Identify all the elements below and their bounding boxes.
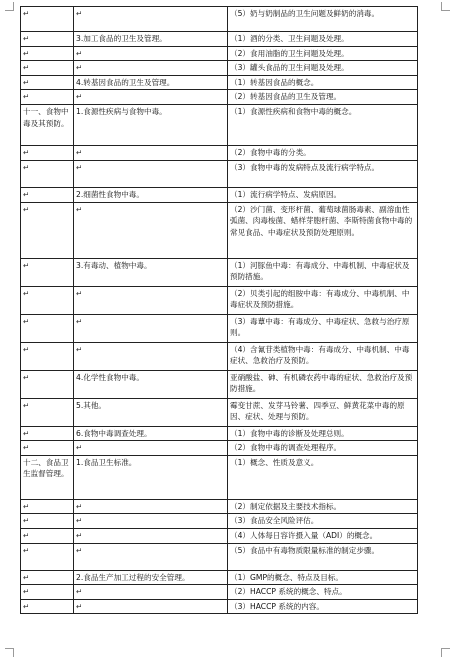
cell-text: （2）制定依据及主要技术指标。 [230,501,342,511]
table-row [21,286,418,314]
cell-text: （1）转基因食品的概念。 [230,77,319,87]
paragraph-mark: ↵ [23,288,30,298]
syllabus-table [20,6,418,614]
paragraph-mark: ↵ [76,545,83,555]
topic-cell [74,342,228,370]
section-cell [21,314,74,342]
topic-cell [74,441,228,456]
page-corner-mark-top-right [441,2,450,11]
table-row [21,46,418,61]
paragraph-mark: ↵ [76,443,83,453]
cell-text: （2）食物中毒的分类。 [230,147,311,157]
section-cell [21,585,74,600]
paragraph-mark: ↵ [23,501,30,511]
cell-text: （3）食品安全风险评估。 [230,516,319,526]
detail-cell [228,104,418,145]
paragraph-mark: ↵ [23,516,30,526]
table-row [21,202,418,258]
cell-text: 2.食品生产加工过程的安全管理。 [76,572,190,582]
paragraph-mark: ↵ [23,443,30,453]
paragraph-mark: ↵ [76,501,83,511]
cell-text: （1）流行病学特点、发病原因。 [230,189,342,199]
paragraph-mark: ↵ [76,63,83,73]
paragraph-mark: ↵ [23,530,30,540]
cell-text: （4）含氰苷类植物中毒：有毒成分、中毒机制、中毒症状、急救治疗及预防。 [230,344,410,366]
section-cell [21,145,74,160]
paragraph-mark: ↵ [23,260,30,270]
topic-cell [74,104,228,145]
section-cell [21,202,74,258]
detail-cell [228,187,418,202]
table-row [21,75,418,90]
section-cell [21,570,74,585]
topic-cell [74,585,228,600]
section-cell [21,528,74,543]
cell-text: 4.化学性食物中毒。 [76,372,144,382]
detail-cell [228,7,418,32]
detail-cell [228,342,418,370]
paragraph-mark: ↵ [23,400,30,410]
table-row [21,7,418,32]
paragraph-mark: ↵ [76,530,83,540]
section-cell [21,370,74,398]
paragraph-mark: ↵ [23,545,30,555]
cell-text: （1）河豚鱼中毒：有毒成分、中毒机制、中毒症状及预防措施。 [230,260,410,282]
section-cell [21,499,74,514]
section-cell [21,187,74,202]
cell-text: （1）GMP的概念、特点及目标。 [230,572,343,582]
topic-cell [74,90,228,105]
table-row [21,599,418,614]
detail-cell [228,599,418,614]
detail-cell [228,160,418,187]
paragraph-mark: ↵ [23,204,30,214]
section-cell [21,160,74,187]
topic-cell [74,514,228,529]
cell-text: 2.细菌性食物中毒。 [76,189,144,199]
topic-cell [74,61,228,76]
table-row [21,370,418,398]
cell-text: （3）罐头食品的卫生问题及处理。 [230,63,349,73]
section-cell [21,104,74,145]
cell-text: 5.其他。 [76,400,107,410]
cell-text: 4.转基因食品的卫生及管理。 [76,77,175,87]
section-cell [21,426,74,441]
section-cell [21,398,74,426]
table-row [21,398,418,426]
paragraph-mark: ↵ [76,9,83,18]
topic-cell [74,160,228,187]
cell-text: 1.食品卫生标准。 [76,457,137,467]
paragraph-mark: ↵ [76,147,83,157]
cell-text: 霉变甘蔗、发芽马铃薯、四季豆、鲜黄花菜中毒的原因、症状、处理与预防。 [230,400,405,422]
table-row [21,61,418,76]
topic-cell [74,187,228,202]
table-row [21,441,418,456]
detail-cell [228,441,418,456]
cell-text: （3）毒蕈中毒：有毒成分、中毒症状、急救与治疗原则。 [230,316,410,338]
topic-cell [74,286,228,314]
detail-cell [228,75,418,90]
detail-cell [228,426,418,441]
topic-cell [74,46,228,61]
detail-cell [228,528,418,543]
detail-cell [228,314,418,342]
section-cell [21,46,74,61]
detail-cell [228,370,418,398]
topic-cell [74,455,228,499]
cell-text: 十二、食品卫生监督管理。 [23,457,69,479]
detail-cell [228,570,418,585]
paragraph-mark: ↵ [23,77,30,87]
paragraph-mark: ↵ [23,162,30,172]
section-cell [21,7,74,32]
cell-text: 十一、食物中毒及其预防。 [23,106,69,128]
detail-cell [228,585,418,600]
paragraph-mark: ↵ [76,288,83,298]
cell-text: （2）食物中毒的调查处理程序。 [230,443,342,453]
syllabus-table-body [21,7,418,614]
detail-cell [228,455,418,499]
paragraph-mark: ↵ [23,587,30,597]
cell-text: （2）HACCP 系统的概念、特点。 [230,587,347,597]
section-cell [21,61,74,76]
topic-cell [74,543,228,570]
paragraph-mark: ↵ [76,48,83,58]
paragraph-mark: ↵ [76,516,83,526]
detail-cell [228,46,418,61]
topic-cell [74,32,228,47]
table-row [21,90,418,105]
paragraph-mark: ↵ [23,92,30,102]
paragraph-mark: ↵ [76,316,83,326]
topic-cell [74,528,228,543]
table-row [21,528,418,543]
table-row [21,314,418,342]
section-cell [21,455,74,499]
detail-cell [228,61,418,76]
cell-text: （1）酒的分类、卫生问题及处理。 [230,34,349,43]
section-cell [21,258,74,286]
detail-cell [228,514,418,529]
detail-cell [228,286,418,314]
cell-text: （2）食用油脂的卫生问题及处理。 [230,48,349,58]
table-row [21,32,418,47]
cell-text: （2）转基因食品的卫生及管理。 [230,92,342,102]
cell-text: （1）概念、性质及意义。 [230,457,319,467]
paragraph-mark: ↵ [76,204,83,214]
section-cell [21,441,74,456]
table-row [21,570,418,585]
paragraph-mark: ↵ [23,48,30,58]
detail-cell [228,398,418,426]
cell-text: （3）HACCP 系统的内容。 [230,601,324,611]
table-row [21,455,418,499]
paragraph-mark: ↵ [23,147,30,157]
cell-text: 3.加工食品的卫生及管理。 [76,34,167,43]
paragraph-mark: ↵ [23,63,30,73]
table-row [21,426,418,441]
paragraph-mark: ↵ [76,587,83,597]
paragraph-mark: ↵ [23,189,30,199]
table-row [21,342,418,370]
section-cell [21,75,74,90]
table-row [21,543,418,570]
paragraph-mark: ↵ [23,601,30,611]
paragraph-mark: ↵ [76,92,83,102]
paragraph-mark: ↵ [23,9,30,18]
paragraph-mark: ↵ [76,601,83,611]
cell-text: （1）食源性疾病和食物中毒的概念。 [230,106,357,116]
cell-text: （3）食物中毒的发病特点及流行病学特点。 [230,162,380,172]
topic-cell [74,370,228,398]
section-cell [21,90,74,105]
paragraph-mark: ↵ [23,344,30,354]
table-row [21,187,418,202]
section-cell [21,599,74,614]
cell-text: 6.食物中毒调查处理。 [76,428,152,438]
topic-cell [74,426,228,441]
detail-cell [228,258,418,286]
detail-cell [228,543,418,570]
paragraph-mark: ↵ [23,572,30,582]
paragraph-mark: ↵ [23,428,30,438]
detail-cell [228,145,418,160]
cell-text: （5）奶与奶制品的卫生问题及鲜奶的消毒。 [230,9,380,18]
topic-cell [74,314,228,342]
table-row [21,258,418,286]
detail-cell [228,499,418,514]
table-row [21,585,418,600]
paragraph-mark: ↵ [76,162,83,172]
section-cell [21,342,74,370]
table-row [21,514,418,529]
detail-cell [228,90,418,105]
cell-text: （5）食品中有毒物质限量标准的制定步骤。 [230,545,380,555]
page-corner-mark-bottom-left [5,648,14,657]
paragraph-mark: ↵ [23,316,30,326]
topic-cell [74,258,228,286]
topic-cell [74,145,228,160]
topic-cell [74,202,228,258]
topic-cell [74,7,228,32]
section-cell [21,286,74,314]
cell-text: （4）人体每日容许摄入量（ADI）的概念。 [230,530,378,540]
cell-text: 3.有毒动、植物中毒。 [76,260,152,270]
section-cell [21,514,74,529]
cell-text: 1.食源性疾病与食物中毒。 [76,106,167,116]
table-row [21,104,418,145]
table-row [21,499,418,514]
page-corner-mark-bottom-right [441,648,450,657]
paragraph-mark: ↵ [23,34,30,43]
topic-cell [74,398,228,426]
detail-cell [228,202,418,258]
topic-cell [74,75,228,90]
section-cell [21,32,74,47]
cell-text: （1）食物中毒的诊断及处理总则。 [230,428,349,438]
topic-cell [74,599,228,614]
page-corner-mark-top-left [5,2,14,11]
cell-text: （2）沙门菌、变形杆菌、葡萄球菌肠毒素、副溶血性弧菌、肉毒梭菌、蜡样芽胞杆菌、李斯特菌食物中毒的常见食品、中毒症状及预防处理原则。 [230,204,413,237]
cell-text: 亚硝酸盐、砷、有机磷农药中毒的症状、急救治疗及预防措施。 [230,372,413,394]
section-cell [21,543,74,570]
topic-cell [74,570,228,585]
table-row [21,160,418,187]
topic-cell [74,499,228,514]
cell-text: （2）贝类引起的组胺中毒：有毒成分、中毒机制、中毒症状及预防措施。 [230,288,410,310]
paragraph-mark: ↵ [76,344,83,354]
paragraph-mark: ↵ [23,372,30,382]
detail-cell [228,32,418,47]
table-row [21,145,418,160]
